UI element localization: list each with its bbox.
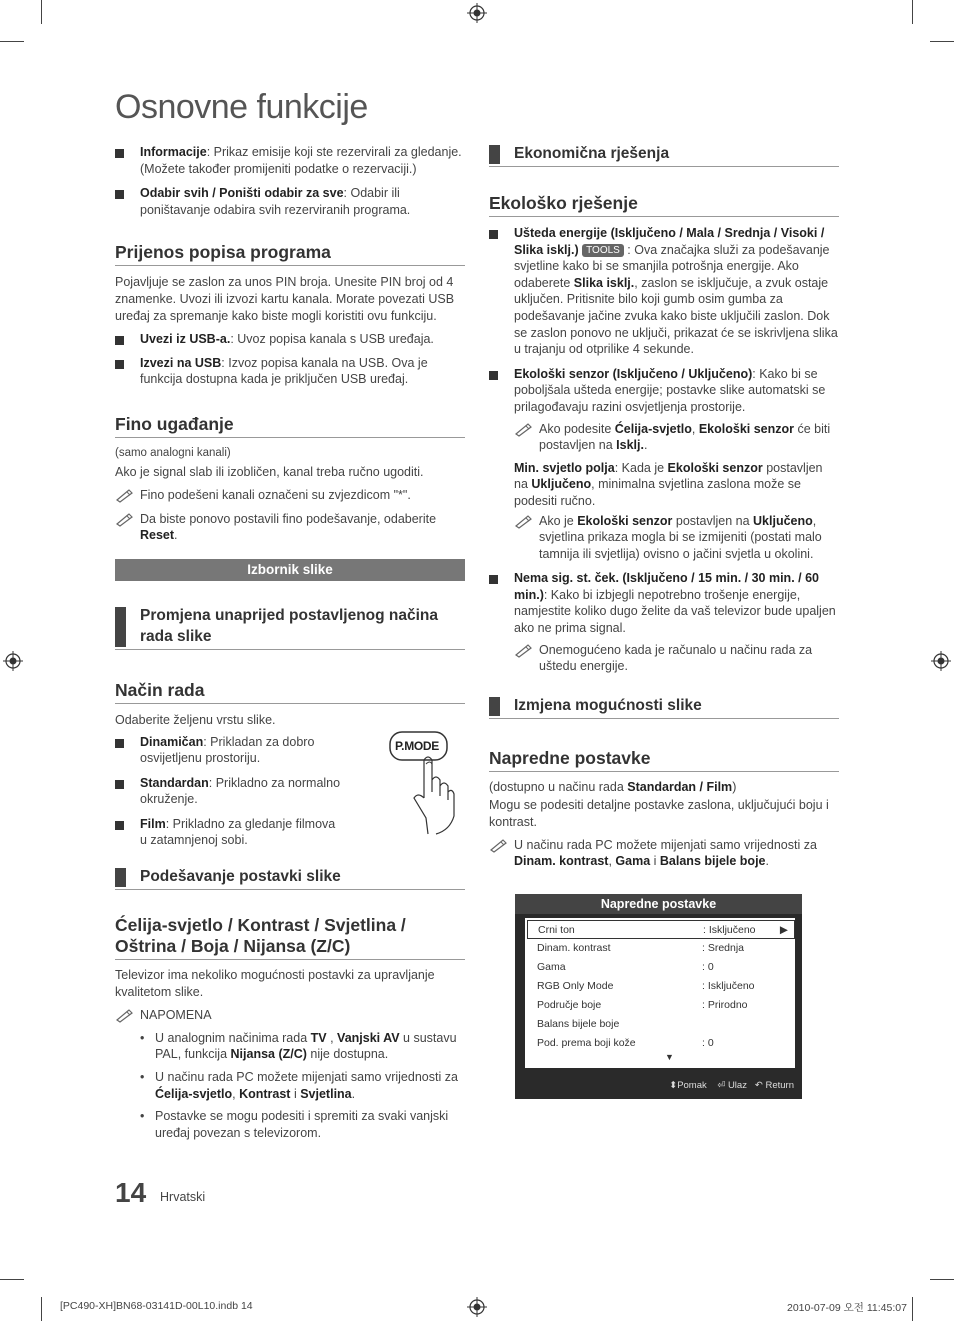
note: Fino podešeni kanali označeni su zvjezdicom "*".	[115, 487, 465, 504]
note: Ako je Ekološki senzor postavljen na Uključeno, svjetlina prikaza mogla bi se izmijeniti (postati malo tamnija ili svjetlija) ovisno o jačini svjetla u okolini.	[514, 513, 839, 563]
pmode-button-label: P.MODE	[395, 738, 439, 753]
paragraph: (samo analogni kanali)	[115, 446, 231, 459]
tools-button-icon: TOOLS	[582, 244, 624, 257]
list-item: Film: Prikladno za gledanje filmova u zatamnjenoj sobi.	[115, 816, 345, 849]
crop-mark	[930, 41, 954, 42]
crop-mark	[41, 0, 42, 24]
paragraph: Min. svjetlo polja: Kada je Ekološki senzor postavljen na Uključeno, minimalna svjetlina zaslona može se podesiti ručno.	[514, 460, 823, 508]
section-heading: Prijenos popisa programa	[115, 242, 465, 266]
note-pencil-icon	[489, 837, 511, 853]
crop-mark	[0, 41, 24, 42]
subsection-heading: Izmjena mogućnosti slike	[489, 695, 839, 719]
left-column	[115, 140, 465, 1141]
note: Da biste ponovo postavili fino podešavanje, odaberite Reset.	[115, 511, 465, 544]
section-banner: Izbornik slike	[115, 559, 465, 581]
note-pencil-icon	[514, 513, 536, 529]
section-heading: Ekološko rješenje	[489, 193, 839, 217]
list-item: • Postavke se mogu podesiti i spremiti za svaki vanjski uređaj povezan s televizorom.	[140, 1108, 465, 1141]
paragraph: Mogu se podesiti detaljne postavke zaslona, uključujući boju i kontrast.	[489, 798, 829, 830]
arrow-right-icon: ▶	[779, 924, 788, 936]
osd-row[interactable]: Područje boje : Prirodno	[537, 999, 748, 1011]
registration-mark-icon	[467, 3, 487, 23]
note-pencil-icon	[514, 421, 536, 437]
list-item: Standardan: Prikladno za normalno okruženje.	[115, 775, 345, 808]
list-item: Nema sig. st. ček. (Isključeno / 15 min. / 30 min. / 60 min.): Kako bi izbjegli nepotrebno trošenje energije, namjestite koliko dugo želite da vaš televizor bude upaljen ako ne prima signal.	[489, 570, 839, 636]
subsection-heading: Promjena unaprijed postavljenog načina rada slike	[115, 605, 465, 650]
list-item: Ekološki senzor (Isključeno / Uključeno): Kako bi se poboljšala ušteda energije; postavke slike automatski se prilagođavaju razini osvjetljenja prostorije.	[489, 366, 839, 416]
list-item: • U analognim načinima rada TV , Vanjski AV u sustavu PAL, funkcija Nijansa (Z/C) nije dostupna.	[140, 1030, 465, 1063]
paragraph: Odaberite željenu vrstu slike.	[115, 712, 276, 727]
note: U načinu rada PC možete mijenjati samo vrijednosti za Dinam. kontrast, Gama i Balans bijele boje.	[489, 837, 839, 870]
note-pencil-icon	[115, 511, 137, 527]
print-footer-right: 2010-07-09 오전 11:45:07	[787, 1302, 907, 1314]
note-pencil-icon	[514, 642, 536, 658]
list-item: Dinamičan: Prikladan za dobro osvijetljenu prostoriju.	[115, 734, 345, 767]
osd-row[interactable]: RGB Only Mode : Isključeno	[537, 980, 755, 992]
section-heading: Način rada	[115, 680, 465, 704]
section-heading: Ćelija-svjetlo / Kontrast / Svjetlina / Oštrina / Boja / Nijansa (Z/C)	[115, 915, 465, 960]
registration-mark-icon	[931, 651, 951, 671]
page-language: Hrvatski	[160, 1190, 206, 1204]
note-pencil-icon	[115, 1007, 137, 1023]
note: Onemogućeno kada je računalo u načinu rada za uštedu energije.	[514, 642, 839, 675]
crop-mark	[41, 1297, 42, 1321]
enter-icon: ⏎	[717, 1080, 726, 1091]
list-item: • U načinu rada PC možete mijenjati samo vrijednosti za Ćelija-svjetlo, Kontrast i Svjetlina.	[140, 1069, 465, 1102]
osd-row-selected[interactable]: Crni ton : Isključeno ▶	[527, 920, 795, 939]
osd-footer: ⬍Pomak ⏎ Ulaz ↶ Return	[669, 1080, 794, 1091]
registration-mark-icon	[467, 1297, 487, 1317]
list-item: Izvezi na USB: Izvoz popisa kanala na USB. Ova je funkcija dostupna kada je priključen USB uređaj.	[115, 355, 465, 388]
registration-mark-icon	[3, 651, 23, 671]
osd-row[interactable]: Balans bijele boje	[537, 1018, 620, 1030]
crop-mark	[0, 1279, 24, 1280]
print-footer-left: [PC490-XH]BN68-03141D-00L10.indb 14	[60, 1300, 253, 1312]
osd-row[interactable]: Pod. prema boji kože : 0	[537, 1037, 714, 1049]
section-heading: Napredne postavke	[489, 748, 839, 772]
page-title: Osnovne funkcije	[115, 88, 368, 126]
move-icon: ⬍	[669, 1080, 678, 1091]
scroll-down-icon[interactable]: ▼	[665, 1052, 674, 1062]
crop-mark	[912, 1297, 913, 1321]
list-item: Odabir svih / Poništi odabir za sve: Odabir ili poništavanje odabira svih rezerviranih programa.	[115, 185, 465, 218]
paragraph: Pojavljuje se zaslon za unos PIN broja. Unesite PIN broj od 4 znamenke. Uvozi ili izvozi kartu kanala. Morate povezati USB uređaj za spremanje kako biste mogli koristiti ovu funkciju.	[115, 275, 455, 323]
list-item: Uvezi iz USB-a.: Uvoz popisa kanala s USB uređaja.	[115, 331, 465, 348]
subsection-heading: Podešavanje postavki slike	[115, 866, 465, 890]
osd-row[interactable]: Dinam. kontrast : Srednja	[537, 942, 745, 954]
note-pencil-icon	[115, 487, 137, 503]
paragraph: Ako je signal slab ili izobličen, kanal treba ručno ugoditi.	[115, 464, 424, 479]
return-icon: ↶	[754, 1080, 763, 1091]
osd-list	[525, 918, 795, 1068]
crop-mark	[930, 1279, 954, 1280]
page-number: 14	[115, 1177, 147, 1208]
osd-menu-screenshot	[515, 894, 802, 1099]
subsection-heading: Ekonomična rješenja	[489, 143, 839, 167]
crop-mark	[912, 0, 913, 24]
note: NAPOMENA	[115, 1007, 465, 1024]
osd-title: Napredne postavke	[515, 894, 802, 914]
note: Ako podesite Ćelija-svjetlo, Ekološki senzor će biti postavljen na Isklj..	[514, 421, 839, 454]
osd-row[interactable]: Gama : 0	[537, 961, 714, 973]
list-item: Informacije: Prikaz emisije koji ste rezervirali za gledanje. (Možete također promijeniti podatke o rezervaciji.)	[115, 144, 465, 177]
section-heading: Fino ugađanje	[115, 414, 465, 438]
right-column	[489, 140, 839, 870]
paragraph: (dostupno u načinu rada Standardan / Film)	[489, 779, 737, 794]
list-item: Ušteda energije (Isključeno / Mala / Srednja / Visoki / Slika isklj.) TOOLS : Ova značajka služi za podešavanje svjetline kako bi se smanjila potrošnja energije. Ako odaberete Slika isklj., zaslon se isključuje, a zvuk ostaje uključen. Pritisnite bilo koji gumb osim gumba za podešavanje jačine zvuka kako biste uključili zaslon. Dok se zaslon ponovo ne uključi, prikazat će se iskrivljena slika u trajanju od otprilike 4 sekunde.	[489, 225, 839, 358]
paragraph: Televizor ima nekoliko mogućnosti postavki za upravljanje kvalitetom slike.	[115, 968, 435, 999]
